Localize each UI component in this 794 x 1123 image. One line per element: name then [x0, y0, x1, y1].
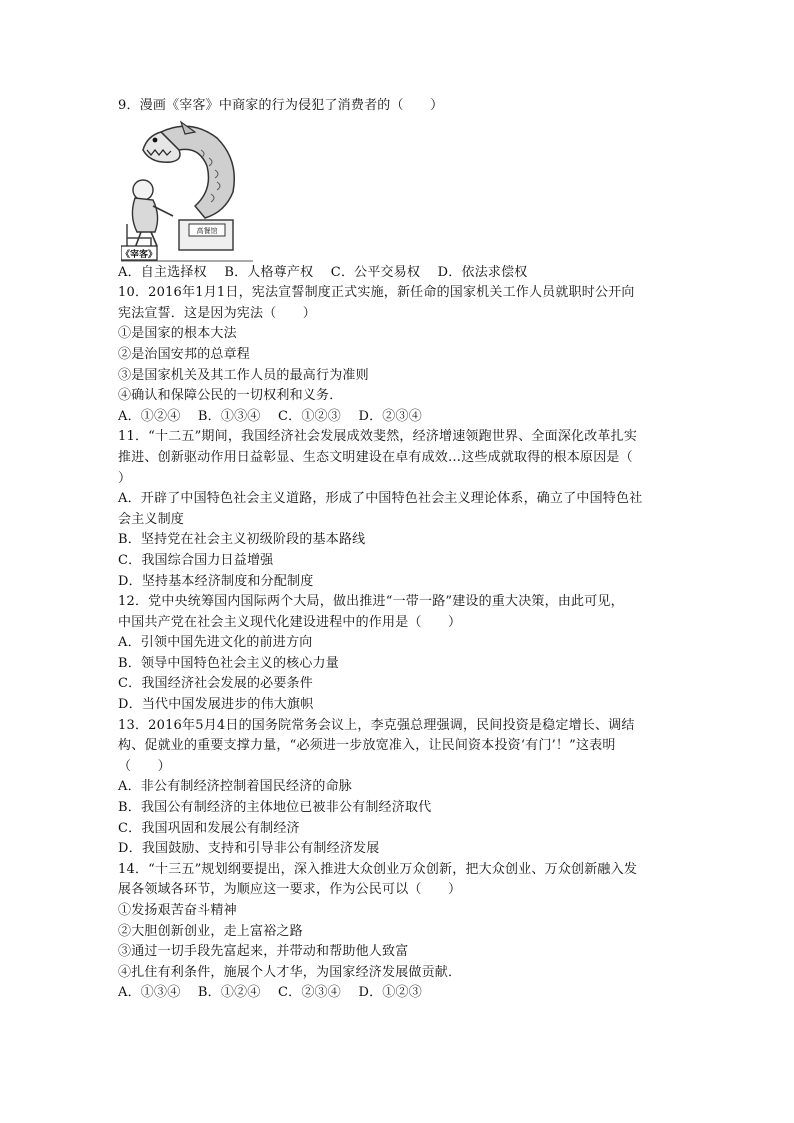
- q13-option-c: C．我国巩固和发展公有制经济: [118, 820, 300, 836]
- q10-stem-line1: 10．2016年1月1日，宪法宣誓制度正式实施，新任命的国家机关工作人员就职时公开向: [118, 285, 635, 301]
- q14-item-3: ③通过一切手段先富起来，并带动和帮助他人致富: [118, 944, 409, 960]
- q14-item-4: ④扎住有利条件，施展个人才华，为国家经济发展做贡献．: [118, 964, 462, 980]
- q10-options: A．①②④ B．①③④ C．①②③ D．②③④: [118, 408, 422, 424]
- q9-stem: 9．漫画《宰客》中商家的行为侵犯了消费者的（ ）: [118, 98, 444, 113]
- q13-option-b: B．我国公有制经济的主体地位已被非公有制经济取代: [118, 800, 432, 816]
- q11-option-d: D．坚持基本经济制度和分配制度: [118, 573, 314, 589]
- q12-option-c: C．我国经济社会发展的必要条件: [118, 676, 313, 692]
- q12-option-a: A．引领中国先进文化的前进方向: [118, 635, 313, 651]
- q10-item-1: ①是国家的根本大法: [118, 326, 237, 342]
- q11-option-b: B．坚持党在社会主义初级阶段的基本路线: [118, 532, 366, 548]
- q11-option-a-line2: 会主义制度: [118, 511, 185, 527]
- q12-option-b: B．领导中国特色社会主义的核心力量: [118, 655, 339, 671]
- q12-stem-line2: 中国共产党在社会主义现代化建设进程中的作用是（ ）: [118, 614, 462, 630]
- q10-item-3: ③是国家机关及其工作人员的最高行为准则: [118, 367, 369, 383]
- q11-stem-line1: 11．“十二五”期间，我国经济社会发展成效斐然，经济增速领跑世界、全面深化改革扎实: [118, 429, 638, 445]
- q13-stem-line3: （ ）: [118, 758, 171, 774]
- q11-option-a-line1: A．开辟了中国特色社会主义道路，形成了中国特色社会主义理论体系，确立了中国特色社: [118, 491, 643, 507]
- q10-item-2: ②是治国安邦的总章程: [118, 346, 251, 362]
- q14-item-2: ②大胆创新创业，走上富裕之路: [118, 923, 303, 939]
- q12-stem-line1: 12．党中央统筹国内国际两个大局，做出推进“一带一路”建设的重大决策，由此可见，: [118, 594, 624, 610]
- cartoon-caption: 《宰客》: [121, 249, 158, 260]
- q13-option-a: A．非公有制经济控制着国民经济的命脉: [118, 779, 352, 795]
- exam-page: [118, 96, 680, 1004]
- q14-options: A．①③④ B．①②④ C．②③④ D．①②③: [118, 985, 422, 1001]
- q13-stem-line1: 13．2016年5月4日的国务院常务会议上，李克强总理强调，民间投资是稳定增长、调结: [118, 717, 635, 733]
- q14-stem-line1: 14．“十三五”规划纲要提出，深入推进大众创业万众创新，把大众创业、万众创新融入发: [118, 861, 638, 877]
- q13-stem-line2: 构、促就业的重要支撑力量，“必须进一步放宽准入，让民间资本投资‘有门’！”这表明: [118, 738, 616, 754]
- q11-option-c: C．我国综合国力日益增强: [118, 552, 274, 568]
- q13-option-d: D．我国鼓励、支持和引导非公有制经济发展: [118, 841, 380, 857]
- cartoon-image: [121, 120, 253, 262]
- cartoon-drawing: [121, 120, 253, 262]
- q10-stem-line2: 宪法宣誓．这是因为宪法（ ）: [118, 305, 317, 321]
- q9-options: A．自主选择权 B．人格尊产权 C．公平交易权 D．依法求偿权: [118, 264, 528, 280]
- cartoon-sign: 高餐馆: [196, 226, 218, 235]
- q11-stem-line3: ）: [118, 470, 132, 486]
- q14-stem-line2: 展各领域各环节，为顺应这一要求，作为公民可以（ ）: [118, 882, 462, 898]
- q14-item-1: ①发扬艰苦奋斗精神: [118, 903, 237, 918]
- q10-item-4: ④确认和保障公民的一切权利和义务．: [118, 388, 343, 404]
- q11-stem-line2: 推进、创新驱动作用日益彰显、生态文明建设在卓有成效…这些成就取得的根本原因是（: [118, 449, 633, 465]
- q12-option-d: D．当代中国发展进步的伟大旗帜: [118, 697, 314, 713]
